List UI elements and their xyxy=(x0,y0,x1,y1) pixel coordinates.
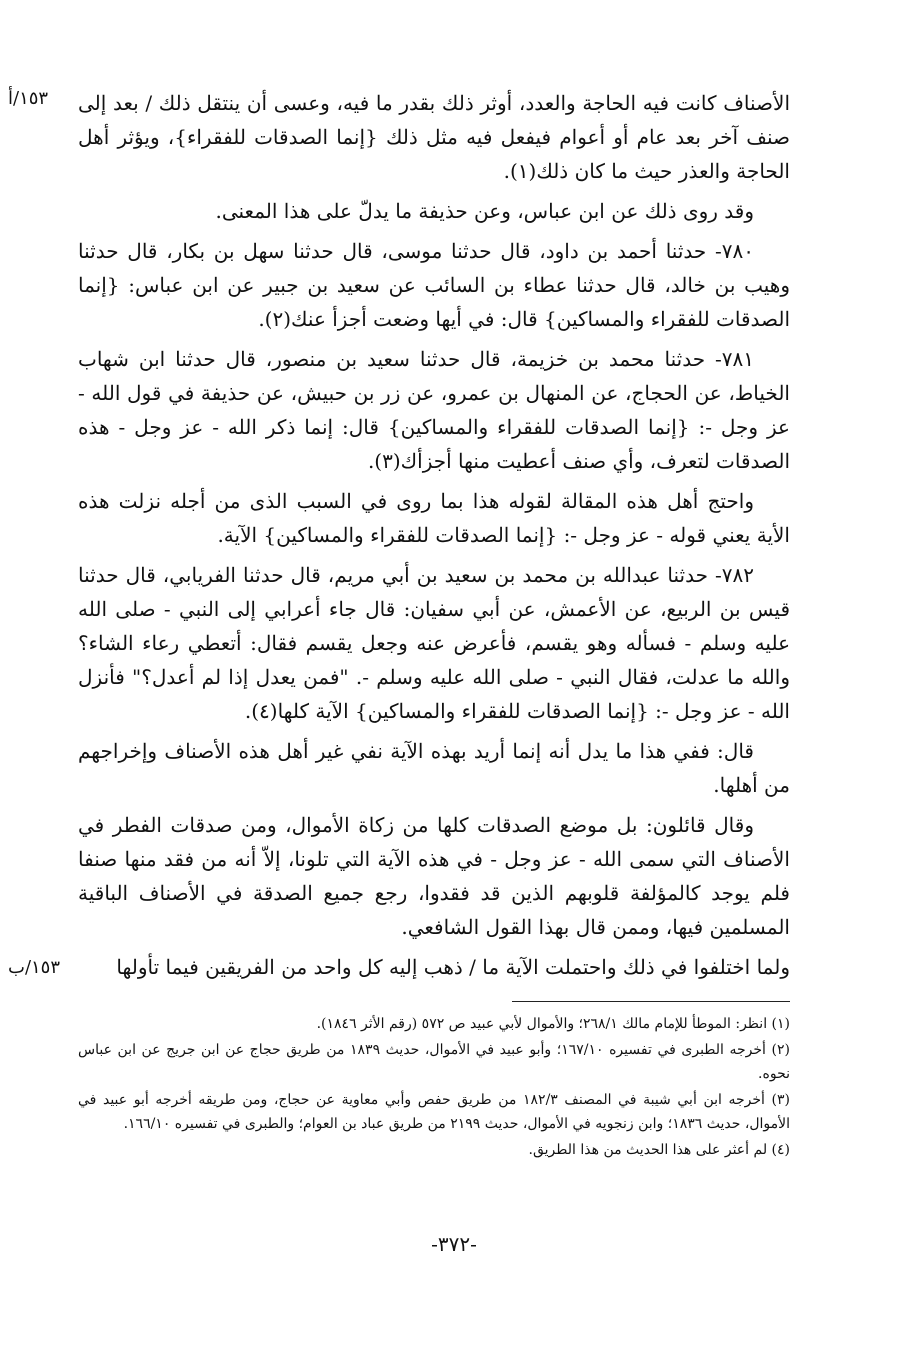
footnote-2: (٢) أخرجه الطبرى في تفسيره ١٦٧/١٠؛ وأبو عبيد في الأموال، حديث ١٨٣٩ من طريق حجاج عن ابن جريج عن ابن عباس نحوه. xyxy=(78,1042,790,1082)
hadith-780: ٧٨٠- حدثنا أحمد بن داود، قال حدثنا موسى، قال حدثنا سهل بن بكار، قال حدثنا وهيب بن خالد، قال حدثنا عطاء بن السائب عن سعيد بن جبير عن ابن عباس: {إنما الصدقات للفقراء والمساكين} قال: في أيها وضعت أجزأ عنك(٢). xyxy=(78,239,790,331)
folio-marker-a: ١٥٣/أ xyxy=(8,88,49,109)
hadith-781: ٧٨١- حدثنا محمد بن خزيمة، قال حدثنا سعيد بن منصور، قال حدثنا ابن شهاب الخياط، عن الحجاج، عن المنهال بن عمرو، عن زر بن حبيش، عن حذيفة في قول الله - عز وجل -: {إنما الصدقات للفقراء والمساكين} قال: إنما ذكر الله - عز وجل - هذه الصدقات لتعرف، وأي صنف أعطيت منها أجزأك(٣). xyxy=(78,347,790,473)
folio-marker-b: ١٥٣/ب xyxy=(8,957,61,978)
footnote-3: (٣) أخرجه ابن أبي شيبة في المصنف ١٨٢/٣ من طريق حفص وأبي معاوية عن حجاج، ومن طريقه أخرجه أبو عبيد في الأموال، حديث ١٨٣٦؛ وابن زنجويه في الأموال، حديث ٢١٩٩ من طريق عباد بن العوام؛ والطبرى في تفسيره ١٦٦/١٠. xyxy=(78,1092,790,1132)
page-number: -٣٧٢- xyxy=(431,1232,477,1256)
paragraph: قال: ففي هذا ما يدل أنه إنما أريد بهذه الآية نفي غير أهل هذه الأصناف وإخراجهم من أهلها. xyxy=(78,739,790,797)
paragraph: واحتج أهل هذه المقالة لقوله هذا بما روى في السبب الذى من أجله نزلت هذه الأية يعني قوله - عز وجل -: {إنما الصدقات للفقراء والمساكين} الآية. xyxy=(78,489,790,547)
footnotes xyxy=(78,1012,790,1164)
footnote-separator xyxy=(512,1001,790,1002)
paragraph: وقال قائلون: بل موضع الصدقات كلها من زكاة الأموال، ومن صدقات الفطر في الأصناف التي سمى الله - عز وجل - في هذه الآية التي تلونا، إلاّ أنه من فقد منها صنفا فلم يوجد كالمؤلفة قلوبهم الذين قد فقدوا، رجع جميع الصدقة في الأصناف الباقية المسلمين فيها، وممن قال بهذا القول الشافعي. xyxy=(78,813,790,939)
main-text xyxy=(78,86,790,990)
footnote-1: (١) انظر: الموطأ للإمام مالك ٢٦٨/١؛ والأموال لأبي عبيد ص ٥٧٢ (رقم الأثر ١٨٤٦). xyxy=(316,1016,790,1032)
paragraph: وقد روى ذلك عن ابن عباس، وعن حذيفة ما يدلّ على هذا المعنى. xyxy=(215,199,754,223)
footnote-4: (٤) لم أعثر على هذا الحديث من هذا الطريق. xyxy=(528,1142,790,1158)
hadith-782: ٧٨٢- حدثنا عبدالله بن محمد بن سعيد بن أبي مريم، قال حدثنا الفريابي، قال حدثنا قيس بن الربيع، عن الأعمش، عن أبي سفيان: قال جاء أعرابي إلى النبي - صلى الله عليه وسلم - فسأله وهو يقسم، فأعرض عنه وجعل يقسم فقال: أتعطي رعاء الشاء؟ والله ما عدلت، فقال النبي - صلى الله عليه وسلم -. "فمن يعدل إذا لم أعدل؟" فأنزل الله - عز وجل -: {إنما الصدقات للفقراء والمساكين} الآية كلها(٤). xyxy=(78,563,790,723)
paragraph-last-line: ولما اختلفوا في ذلك واحتملت الآية ما / ذهب إليه كل واحد من الفريقين فيما تأولها xyxy=(116,955,790,979)
paragraph-continuation: الأصناف كانت فيه الحاجة والعدد، أوثر ذلك بقدر ما فيه، وعسى أن ينتقل ذلك / بعد إلى صنف آخر بعد عام أو أعوام فيفعل فيه مثل ذلك {إنما الصدقات للفقراء}، ويؤثر أهل الحاجة والعذر حيث ما كان ذلك(١). xyxy=(78,91,790,183)
